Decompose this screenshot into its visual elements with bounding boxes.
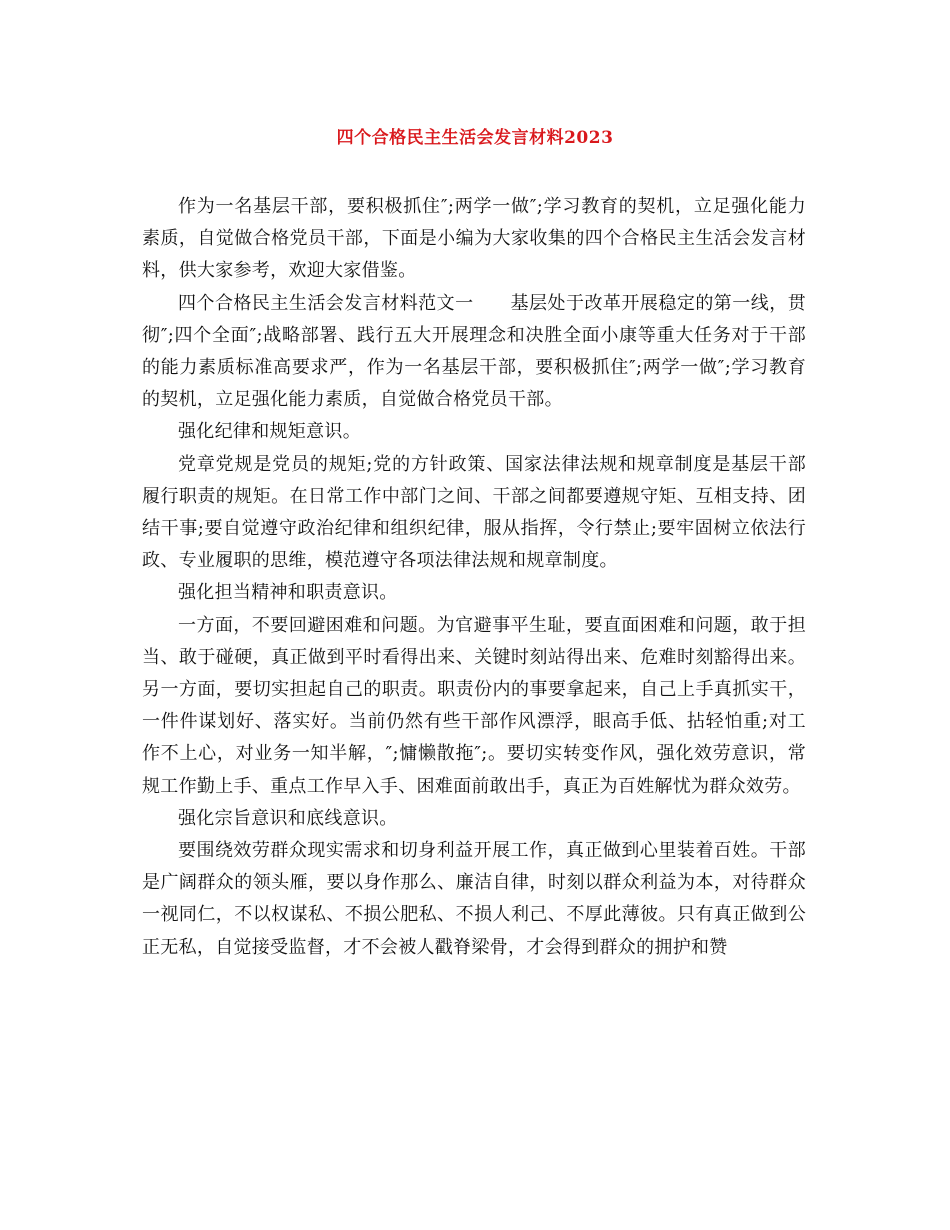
section-heading: 强化纪律和规矩意识。 [178,421,361,443]
section-heading: 强化宗旨意识和底线意识。 [178,807,398,829]
paragraph: 作为一名基层干部，要积极抓住″;两学一做″;学习教育的契机，立足强化能力素质，自觉做合格党员干部，下面是小编为大家收集的四个合格民主生活会发言材料，供大家参考，欢迎大家借鉴。 [142,196,806,282]
section-heading: 强化担当精神和职责意识。 [178,582,398,604]
document-body [142,191,806,964]
page-title: 四个合格民主生活会发言材料2023 [336,128,614,148]
paragraph: 要围绕效劳群众现实需求和切身利益开展工作，真正做到心里装着百姓。干部是广阔群众的领头雁，要以身作那么、廉洁自律，时刻以群众利益为本，对待群众一视同仁，不以权谋私、不损公肥私、不损人利己、不厚此薄彼。只有真正做到公正无私，自觉接受监督，才不会被人戳脊梁骨，才会得到群众的拥护和赞 [142,840,806,958]
paragraph: 一方面，不要回避困难和问题。为官避事平生耻，要直面困难和问题，敢于担当、敢于碰硬，真正做到平时看得出来、关键时刻站得出来、危难时刻豁得出来。另一方面，要切实担起自己的职责。职责份内的事要拿起来，自己上手真抓实干，一件件谋划好、落实好。当前仍然有些干部作风漂浮，眼高手低、拈轻怕重;对工作不上心，对业务一知半解，″;慵懒散拖″;。要切实转变作风，强化效劳意识，常规工作勤上手、重点工作早入手、困难面前敢出手，真正为百姓解忧为群众效劳。 [142,614,806,797]
paragraph: 四个合格民主生活会发言材料范文一 基层处于改革开展稳定的第一线，贯彻″;四个全面″;战略部署、践行五大开展理念和决胜全面小康等重大任务对于干部的能力素质标准高要求严，作为一名基层干部，要积极抓住″;两学一做″;学习教育的契机，立足强化能力素质，自觉做合格党员干部。 [142,292,806,411]
paragraph: 党章党规是党员的规矩;党的方针政策、国家法律法规和规章制度是基层干部履行职责的规矩。在日常工作中部门之间、干部之间都要遵规守矩、互相支持、团结干事;要自觉遵守政治纪律和组织纪律，服从指挥，令行禁止;要牢固树立依法行政、专业履职的思维，模范遵守各项法律法规和规章制度。 [142,453,806,572]
